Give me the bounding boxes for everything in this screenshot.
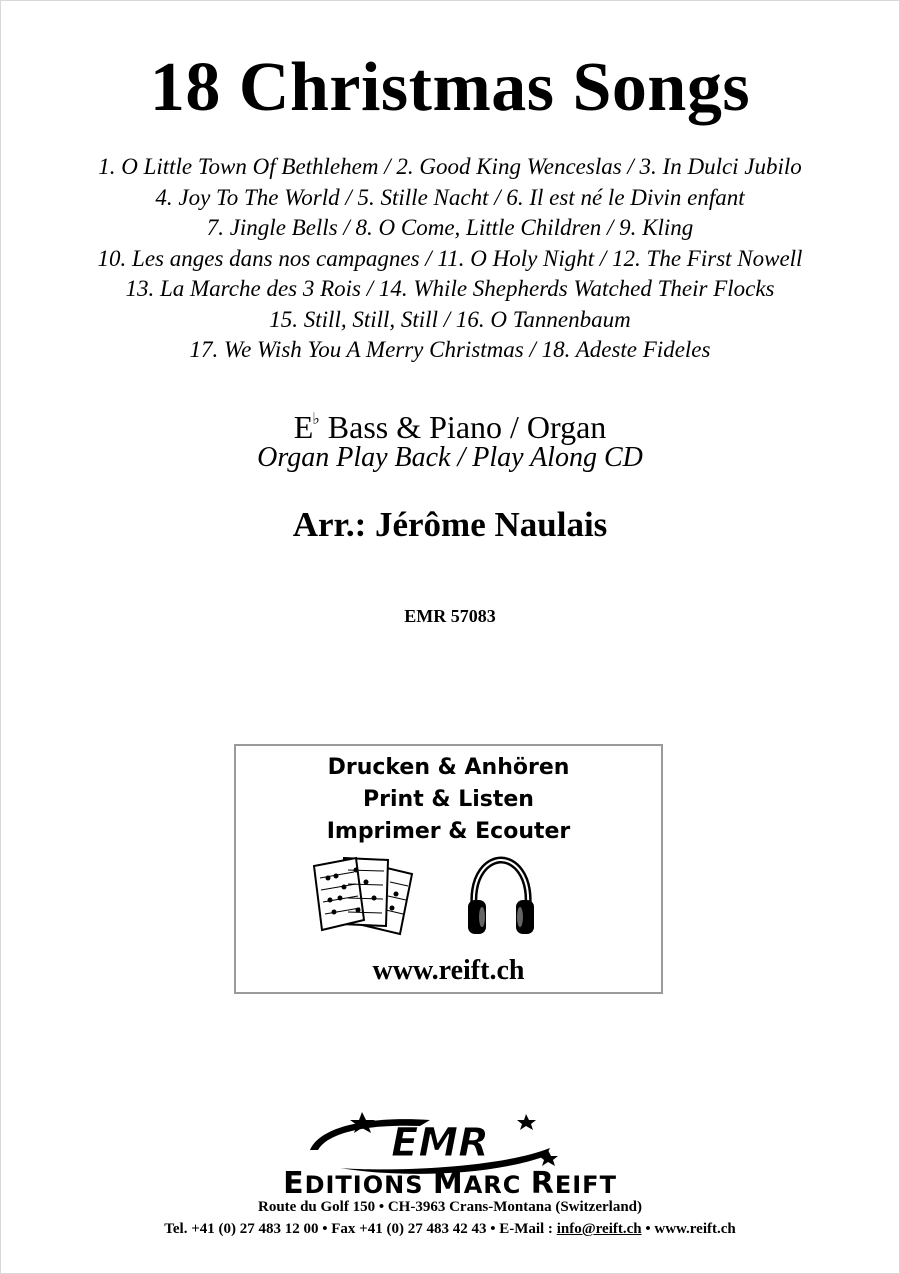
contact-website: • www.reift.ch (641, 1221, 736, 1237)
sheet-music-icon (308, 854, 420, 938)
instrumentation-text: Bass & Piano / Organ (319, 409, 607, 445)
instrumentation-subtitle: Organ Play Back / Play Along CD (257, 442, 643, 473)
song-line: 10. Les anges dans nos campagnes / 11. O Holy Night / 12. The First Nowell (97, 245, 803, 271)
song-line: 13. La Marche des 3 Rois / 14. While Shepherds Watched Their Flocks (125, 276, 775, 301)
promo-box (234, 744, 663, 994)
promo-line: Drucken & Anhören (327, 755, 570, 780)
page-title: 18 Christmas Songs (149, 49, 751, 126)
logo-text: EMR (391, 1120, 489, 1166)
publisher-name (0, 1166, 900, 1201)
publisher-address: Route du Golf 150 • CH-3963 Crans-Montana (Switzerland) (258, 1199, 642, 1215)
song-line: 1. O Little Town Of Bethlehem / 2. Good King Wenceslas / 3. In Dulci Jubilo (98, 154, 802, 179)
song-line: 4. Joy To The World / 5. Stille Nacht / 6. Il est né le Divin enfant (155, 184, 745, 210)
promo-url[interactable]: www.reift.ch (372, 955, 525, 986)
promo-line: Print & Listen (363, 787, 534, 812)
contact-phone-fax: Tel. +41 (0) 27 483 12 00 • Fax +41 (0) 27 483 42 43 • E-Mail : (164, 1221, 557, 1237)
arranger: Arr.: Jérôme Naulais (292, 505, 608, 544)
promo-lines (236, 752, 661, 848)
publisher-name-part: EIFT (554, 1171, 617, 1199)
publisher-name-part: R (530, 1166, 555, 1201)
song-line: 17. We Wish You A Merry Christmas / 18. Adeste Fideles (189, 337, 711, 362)
contact-email-link[interactable]: info@reift.ch (556, 1221, 642, 1237)
emr-logo (300, 1106, 570, 1174)
publisher-name-part: M (432, 1166, 464, 1201)
song-line: 7. Jingle Bells / 8. O Come, Little Children / 9. Kling (206, 215, 694, 240)
publisher-name-part: DITIONS (304, 1171, 433, 1199)
flat-sign: ♭ (312, 411, 320, 428)
publisher-name-part: ARC (463, 1171, 531, 1199)
song-line: 15. Still, Still, Still / 16. O Tannenbaum (269, 306, 631, 332)
promo-line: Imprimer & Ecouter (326, 819, 571, 844)
instrument-key: E (293, 409, 314, 445)
headphones-icon (466, 856, 536, 938)
publisher-name-part: E (283, 1166, 305, 1201)
catalog-number: EMR 57083 (404, 606, 496, 626)
publisher-contact (0, 1219, 900, 1239)
song-list (0, 152, 900, 366)
